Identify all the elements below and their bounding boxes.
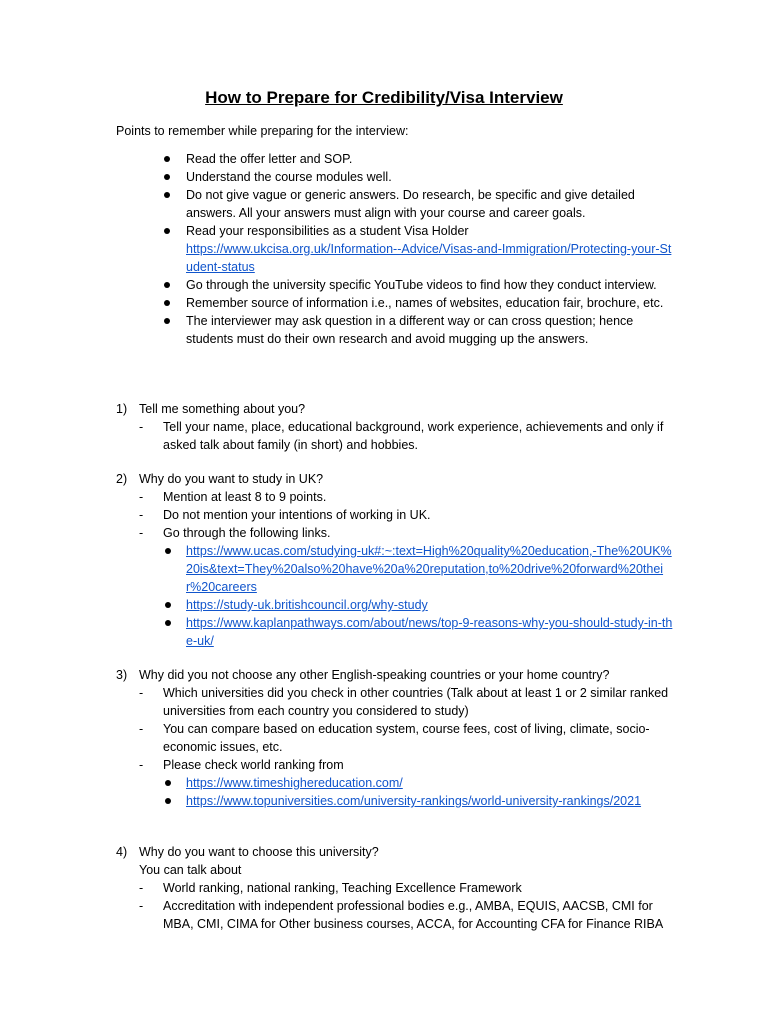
tips-list xyxy=(186,150,676,348)
list-item xyxy=(186,774,676,792)
question-3 xyxy=(116,666,676,810)
kaplan-link[interactable]: https://www.kaplanpathways.com/about/news/top-9-reasons-why-you-should-study-in-the-uk/ xyxy=(186,616,673,648)
list-item: - Mention at least 8 to 9 points. xyxy=(139,490,327,504)
ukcisa-link[interactable]: https://www.ukcisa.org.uk/Information--Advice/Visas-and-Immigration/Protecting-your-Student-status xyxy=(186,242,672,274)
list-item: Do not give vague or generic answers. Do research, be specific and give detailed answers. All your answers must align with your course and career goals. xyxy=(186,186,676,222)
question-text: Why do you want to choose this university? xyxy=(139,845,379,859)
list-item: - World ranking, national ranking, Teaching Excellence Framework xyxy=(139,881,522,895)
list-item: - You can compare based on education system, course fees, cost of living, climate, socio-economic issues, etc. xyxy=(139,722,650,754)
list-item: - Accreditation with independent professional bodies e.g., AMBA, EQUIS, AACSB, CMI for MBA, CMI, CIMA for Other business courses, ACCA, for Accounting CFA for Finance RIBA xyxy=(139,899,664,931)
question-1 xyxy=(116,400,676,454)
list-item: The interviewer may ask question in a different way or can cross question; hence students must do their own research and avoid mugging up the answers. xyxy=(186,312,676,348)
question-number: 3) xyxy=(116,668,128,682)
list-item xyxy=(186,614,676,650)
list-item: Remember source of information i.e., names of websites, education fair, brochure, etc. xyxy=(186,294,676,312)
list-item: Understand the course modules well. xyxy=(186,168,676,186)
question-4 xyxy=(116,843,676,933)
intro-text: Points to remember while preparing for the interview: xyxy=(116,124,409,138)
list-item: - Which universities did you check in other countries (Talk about at least 1 or 2 similar ranked universities from each country you considered to study) xyxy=(139,686,669,718)
list-item: - Go through the following links. https://www.ucas.com/studying-uk#:~:text=High%20quality%20education,-The%20UK%20is&text=They%20also%20have%20a%20reputation,to%20drive%20forward%20their%20careers https://study-uk.britishcouncil.org/why-study https://www.kaplanpathways.com/about/news/top-9-reasons-why-you-should-study-in-the-uk/ xyxy=(139,524,676,650)
times-higher-education-link[interactable]: https://www.timeshighereducation.com/ xyxy=(186,776,403,790)
list-item: Go through the university specific YouTube videos to find how they conduct interview. xyxy=(186,276,676,294)
question-text: Why did you not choose any other English-speaking countries or your home country? xyxy=(139,668,610,682)
question-number: 1) xyxy=(116,402,128,416)
list-item: Read your responsibilities as a student Visa Holder https://www.ukcisa.org.uk/Information--Advice/Visas-and-Immigration/Protecting-your-Student-status xyxy=(186,222,676,276)
question-text: Tell me something about you? xyxy=(139,402,306,416)
list-item xyxy=(186,542,676,596)
question-number: 2) xyxy=(116,472,128,486)
list-item xyxy=(186,792,676,810)
british-council-link[interactable]: https://study-uk.britishcouncil.org/why-study xyxy=(186,598,428,612)
list-item: - Do not mention your intentions of working in UK. xyxy=(139,508,431,522)
list-item xyxy=(186,596,676,614)
list-item: - Please check world ranking from https://www.timeshighereducation.com/ https://www.topuniversities.com/university-rankings/world-university-rankings/2021 xyxy=(139,756,676,810)
page-title: How to Prepare for Credibility/Visa Interview xyxy=(205,88,563,107)
ucas-link[interactable]: https://www.ucas.com/studying-uk#:~:text=High%20quality%20education,-The%20UK%20is&text=They%20also%20have%20a%20reputation,to%20drive%20forward%20their%20careers xyxy=(186,544,672,594)
top-universities-link[interactable]: https://www.topuniversities.com/university-rankings/world-university-rankings/2021 xyxy=(186,794,642,808)
question-subtitle: You can talk about xyxy=(139,863,242,877)
question-text: Why do you want to study in UK? xyxy=(139,472,324,486)
list-item: Read the offer letter and SOP. xyxy=(186,150,676,168)
question-number: 4) xyxy=(116,845,128,859)
question-2 xyxy=(116,470,676,650)
list-item: - Tell your name, place, educational background, work experience, achievements and only if asked talk about family (in short) and hobbies. xyxy=(139,420,664,452)
